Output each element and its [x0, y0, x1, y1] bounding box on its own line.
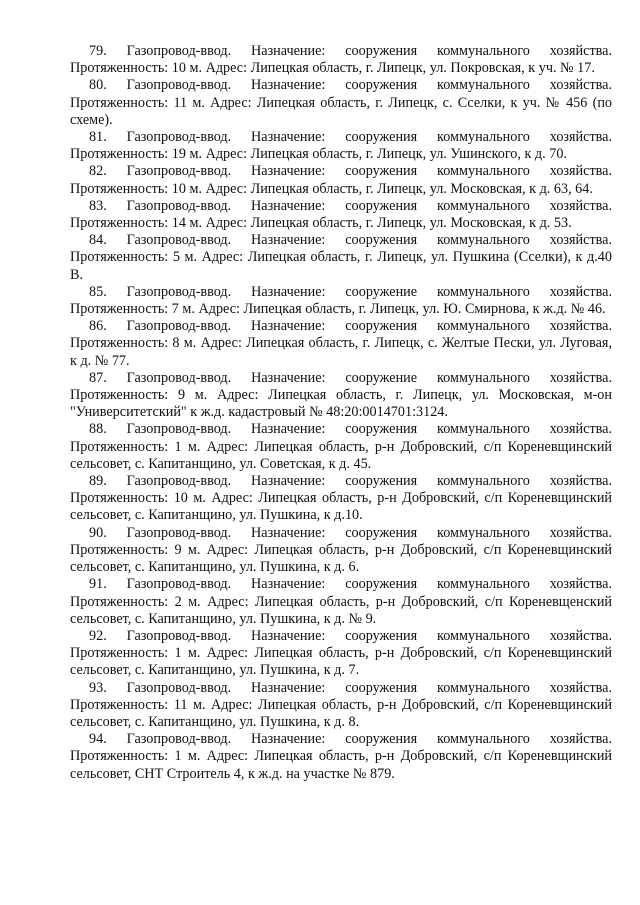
document-page [70, 43, 612, 783]
list-item: 92. Газопровод-ввод. Назначение: сооружения коммунального хозяйства. Протяженность: 1 м. Адрес: Липецкая область, р-н Добровский, с/п Кореневщинский сельсовет, с. Капитанщино, ул. Пушкина, к д. 7. [70, 627, 612, 679]
list-item: 88. Газопровод-ввод. Назначение: сооружения коммунального хозяйства. Протяженность: 1 м. Адрес: Липецкая область, р-н Добровский, с/п Кореневщинский сельсовет, с. Капитанщино, ул. Советская, к д. 45. [70, 421, 612, 472]
list-item: 93. Газопровод-ввод. Назначение: сооружения коммунального хозяйства. Протяженность: 11 м. Адрес: Липецкая область, р-н Добровский, с/п Кореневщинский сельсовет, с. Капитанщино, ул. Пушкина, к д. 8. [70, 679, 612, 730]
list-item: 82. Газопровод-ввод. Назначение: сооружения коммунального хозяйства. Протяженность: 10 м. Адрес: Липецкая область, г. Липецк, ул. Московская, к д. 63, 64. [70, 163, 612, 197]
list-item: 87. Газопровод-ввод. Назначение: сооружение коммунального хозяйства. Протяженность: 9 м. Адрес: Липецкая область, г. Липецк, ул. Московская, м-он "Университетский" к ж.д. кадастровый № 48:20:0014701:3124. [70, 369, 612, 421]
list-item: 91. Газопровод-ввод. Назначение: сооружения коммунального хозяйства. Протяженность: 2 м. Адрес: Липецкая область, р-н Добровский, с/п Кореневщенский сельсовет, с. Капитанщино, ул. Пушкина, к д. № 9. [70, 576, 612, 627]
list-item: 86. Газопровод-ввод. Назначение: сооружения коммунального хозяйства. Протяженность: 8 м. Адрес: Липецкая область, г. Липецк, с. Желтые Пески, ул. Луговая, к д. № 77. [70, 318, 612, 369]
list-item: 84. Газопровод-ввод. Назначение: сооружения коммунального хозяйства. Протяженность: 5 м. Адрес: Липецкая область, г. Липецк, ул. Пушкина (Сселки), к д.40 В. [70, 232, 612, 283]
list-item: 85. Газопровод-ввод. Назначение: сооружение коммунального хозяйства. Протяженность: 7 м. Адрес: Липецкая область, г. Липецк, ул. Ю. Смирнова, к ж.д. № 46. [70, 283, 612, 318]
list-item: 83. Газопровод-ввод. Назначение: сооружения коммунального хозяйства. Протяженность: 14 м. Адрес: Липецкая область, г. Липецк, ул. Московская, к д. 53. [70, 197, 612, 232]
list-item: 89. Газопровод-ввод. Назначение: сооружения коммунального хозяйства. Протяженность: 10 м. Адрес: Липецкая область, р-н Добровский, с/п Кореневщинский сельсовет, с. Капитанщино, ул. Пушкина, к д.10. [70, 473, 612, 524]
list-item: 80. Газопровод-ввод. Назначение: сооружения коммунального хозяйства. Протяженность: 11 м. Адрес: Липецкая область, г. Липецк, с. Сселки, к уч. № 456 (по схеме). [70, 77, 612, 128]
list-item: 79. Газопровод-ввод. Назначение: сооружения коммунального хозяйства. Протяженность: 10 м. Адрес: Липецкая область, г. Липецк, ул. Покровская, к уч. № 17. [70, 43, 612, 77]
list-item: 90. Газопровод-ввод. Назначение: сооружения коммунального хозяйства. Протяженность: 9 м. Адрес: Липецкая область, р-н Добровский, с/п Кореневщинский сельсовет, с. Капитанщино, ул. Пушкина, к д. 6. [70, 524, 612, 576]
list-item: 94. Газопровод-ввод. Назначение: сооружения коммунального хозяйства. Протяженность: 1 м. Адрес: Липецкая область, р-н Добровский, с/п Кореневщинский сельсовет, СНТ Строитель 4, к ж.д. на участке № 879. [70, 731, 612, 782]
list-item: 81. Газопровод-ввод. Назначение: сооружения коммунального хозяйства. Протяженность: 19 м. Адрес: Липецкая область, г. Липецк, ул. Ушинского, к д. 70. [70, 129, 612, 163]
